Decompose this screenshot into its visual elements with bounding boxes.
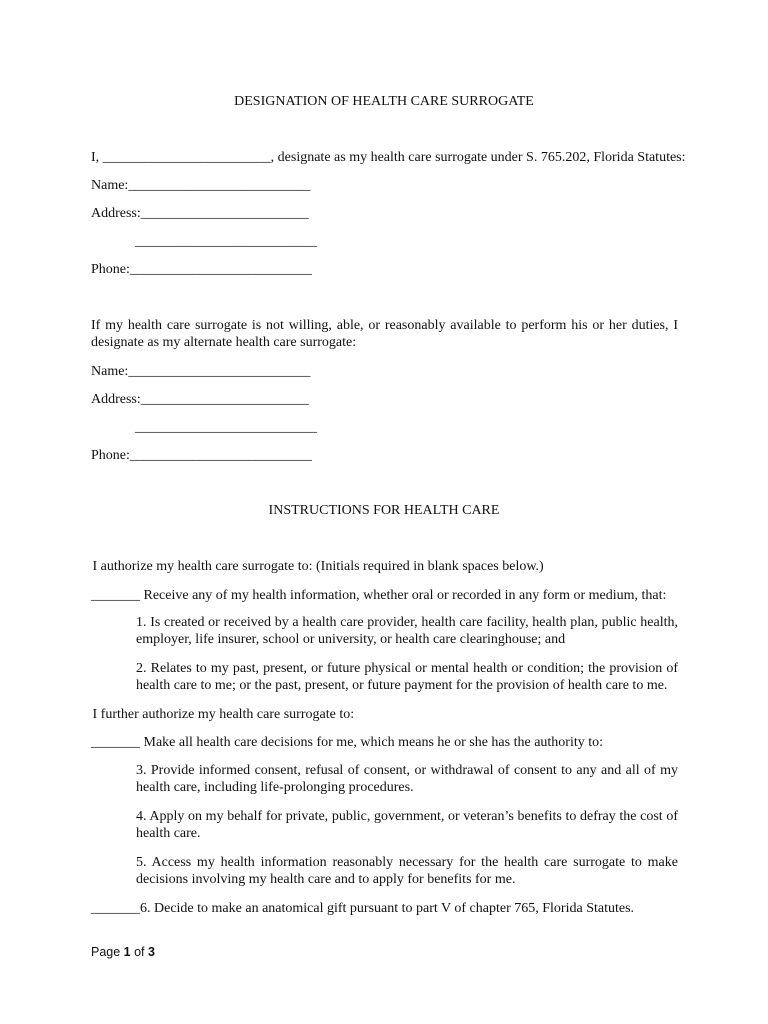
- alternate-intro-paragraph: If my health care surrogate is not willing, able, or reasonably available to perform his or her duties, I designate as my alternate health care surrogate:: [91, 318, 678, 350]
- item-3-paragraph: 3. Provide informed consent, refusal of consent, or withdrawal of consent to any and all of my health care, including life-prolonging procedures.: [136, 763, 678, 795]
- primary-address-line2-field[interactable]: __________________________: [135, 234, 317, 249]
- footer-current-page: 1: [123, 945, 131, 959]
- footer-of-word: of: [130, 945, 148, 959]
- designation-line: I, ________________________, designate as my health care surrogate under S. 765.202, Florida Statutes:: [91, 150, 686, 165]
- item-1-paragraph: 1. Is created or received by a health care provider, health care facility, health plan, public health, employer, life insurer, school or university, or health care clearinghouse; and: [136, 615, 678, 647]
- instructions-heading: INSTRUCTIONS FOR HEALTH CARE: [268, 503, 500, 518]
- further-authorize-line: I further authorize my health care surrogate to:: [89, 707, 355, 722]
- footer-page-word: Page: [91, 945, 124, 959]
- item-6-initials-line[interactable]: _______6. Decide to make an anatomical gift pursuant to part V of chapter 765, Florida Statutes.: [91, 901, 635, 916]
- primary-name-field[interactable]: Name:__________________________: [91, 178, 311, 193]
- alternate-address-line2-field[interactable]: __________________________: [135, 420, 317, 435]
- alternate-address-field[interactable]: Address:________________________: [91, 392, 309, 407]
- primary-phone-field[interactable]: Phone:__________________________: [91, 262, 312, 277]
- item-2-paragraph: 2. Relates to my past, present, or future physical or mental health or condition; the provision of health care to me; or the past, present, or future payment for the provision of health care to me.: [136, 661, 678, 693]
- alternate-phone-field[interactable]: Phone:__________________________: [91, 448, 312, 463]
- item-5-paragraph: 5. Access my health information reasonably necessary for the health care surrogate to make decisions involving my health care and to apply for benefits for me.: [136, 855, 678, 887]
- primary-address-field[interactable]: Address:________________________: [91, 206, 309, 221]
- document-title: DESIGNATION OF HEALTH CARE SURROGATE: [234, 94, 534, 109]
- make-decisions-initials-line[interactable]: _______ Make all health care decisions for me, which means he or she has the authority to:: [91, 735, 604, 750]
- page-number-footer: [91, 944, 155, 961]
- footer-total-pages: 3: [148, 945, 155, 959]
- authorize-intro: I authorize my health care surrogate to: (Initials required in blank spaces below.): [89, 559, 544, 574]
- alternate-name-field[interactable]: Name:__________________________: [91, 364, 311, 379]
- receive-info-initials-line[interactable]: _______ Receive any of my health information, whether oral or recorded in any form or medium, that:: [91, 588, 667, 603]
- item-4-paragraph: 4. Apply on my behalf for private, public, government, or veteran’s benefits to defray the cost of health care.: [136, 809, 678, 841]
